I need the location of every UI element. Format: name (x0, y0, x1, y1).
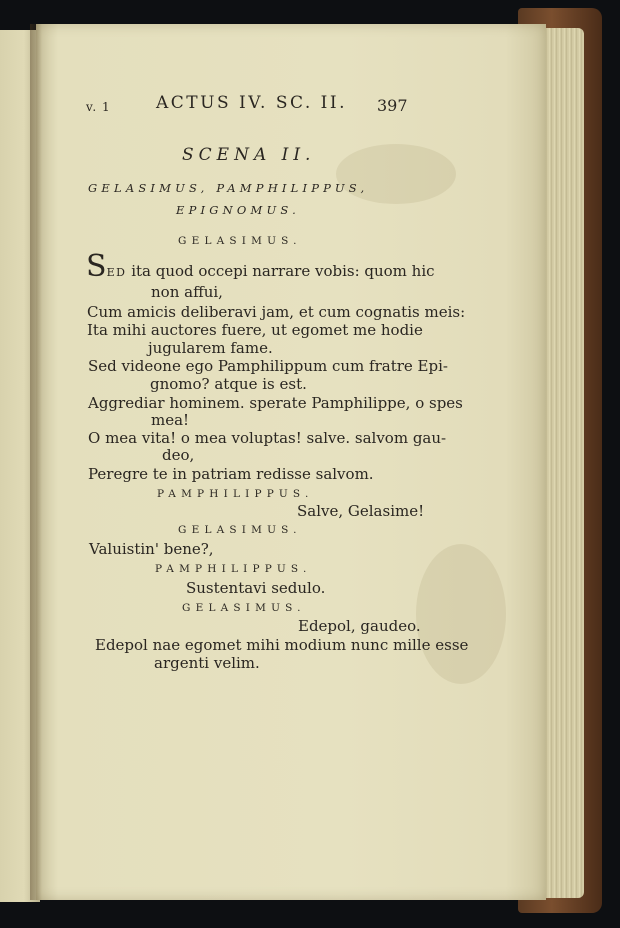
paper-stain (416, 544, 506, 684)
dramatis-personae-line: EPIGNOMUS. (176, 203, 300, 217)
speaker-label: PAMPHILIPPUS. (157, 488, 314, 500)
verse-line: Edepol, gaudeo. (298, 617, 421, 635)
verse-line: O mea vita! o mea voluptas! salve. salvom gau- (88, 429, 447, 447)
verse-line: Sustentavi sedulo. (186, 579, 326, 597)
signature-mark: v. 1 (86, 100, 111, 114)
running-title: ACTUS IV. SC. II. (156, 93, 348, 113)
scene-title: SCENA II. (182, 145, 316, 165)
verse-line: non affui, (151, 283, 223, 301)
verse-line: jugularem fame. (148, 339, 273, 357)
verse-line: argenti velim. (154, 654, 260, 672)
verse-line: gnomo? atque is est. (150, 375, 307, 393)
small-caps: ED (106, 266, 127, 279)
verse-line: Valuistin' bene?, (89, 540, 214, 558)
verse-line: mea! (151, 411, 190, 429)
page-number: 397 (377, 96, 408, 115)
verse-line: Salve, Gelasime! (297, 502, 425, 520)
drop-cap: S (86, 249, 107, 284)
verse-line: Sed videone ego Pamphilippum cum fratre Epi- (88, 357, 448, 375)
verse-line: deo, (162, 446, 195, 464)
paper-stain (336, 144, 456, 204)
verse-line: Aggrediar hominem. sperate Pamphilippe, o spes (88, 394, 463, 412)
speaker-label: GELASIMUS. (182, 602, 306, 614)
speaker-label: GELASIMUS. (178, 235, 302, 247)
verse-text: ita quod occepi narrare vobis: quom hic (126, 262, 435, 280)
verse-line: Cum amicis deliberavi jam, et cum cognatis meis: (87, 303, 466, 321)
verse-line: Peregre te in patriam redisse salvom. (88, 465, 374, 483)
page-gutter (30, 24, 42, 900)
verse-line: Ita mihi auctores fuere, ut egomet me hodie (87, 321, 423, 339)
speaker-label: PAMPHILIPPUS. (155, 563, 312, 575)
verse-line (86, 249, 435, 284)
verse-line: Edepol nae egomet mihi modium nunc mille esse (95, 636, 469, 654)
speaker-label: GELASIMUS. (178, 524, 302, 536)
dramatis-personae-line: GELASIMUS, PAMPHILIPPUS, (88, 181, 369, 195)
